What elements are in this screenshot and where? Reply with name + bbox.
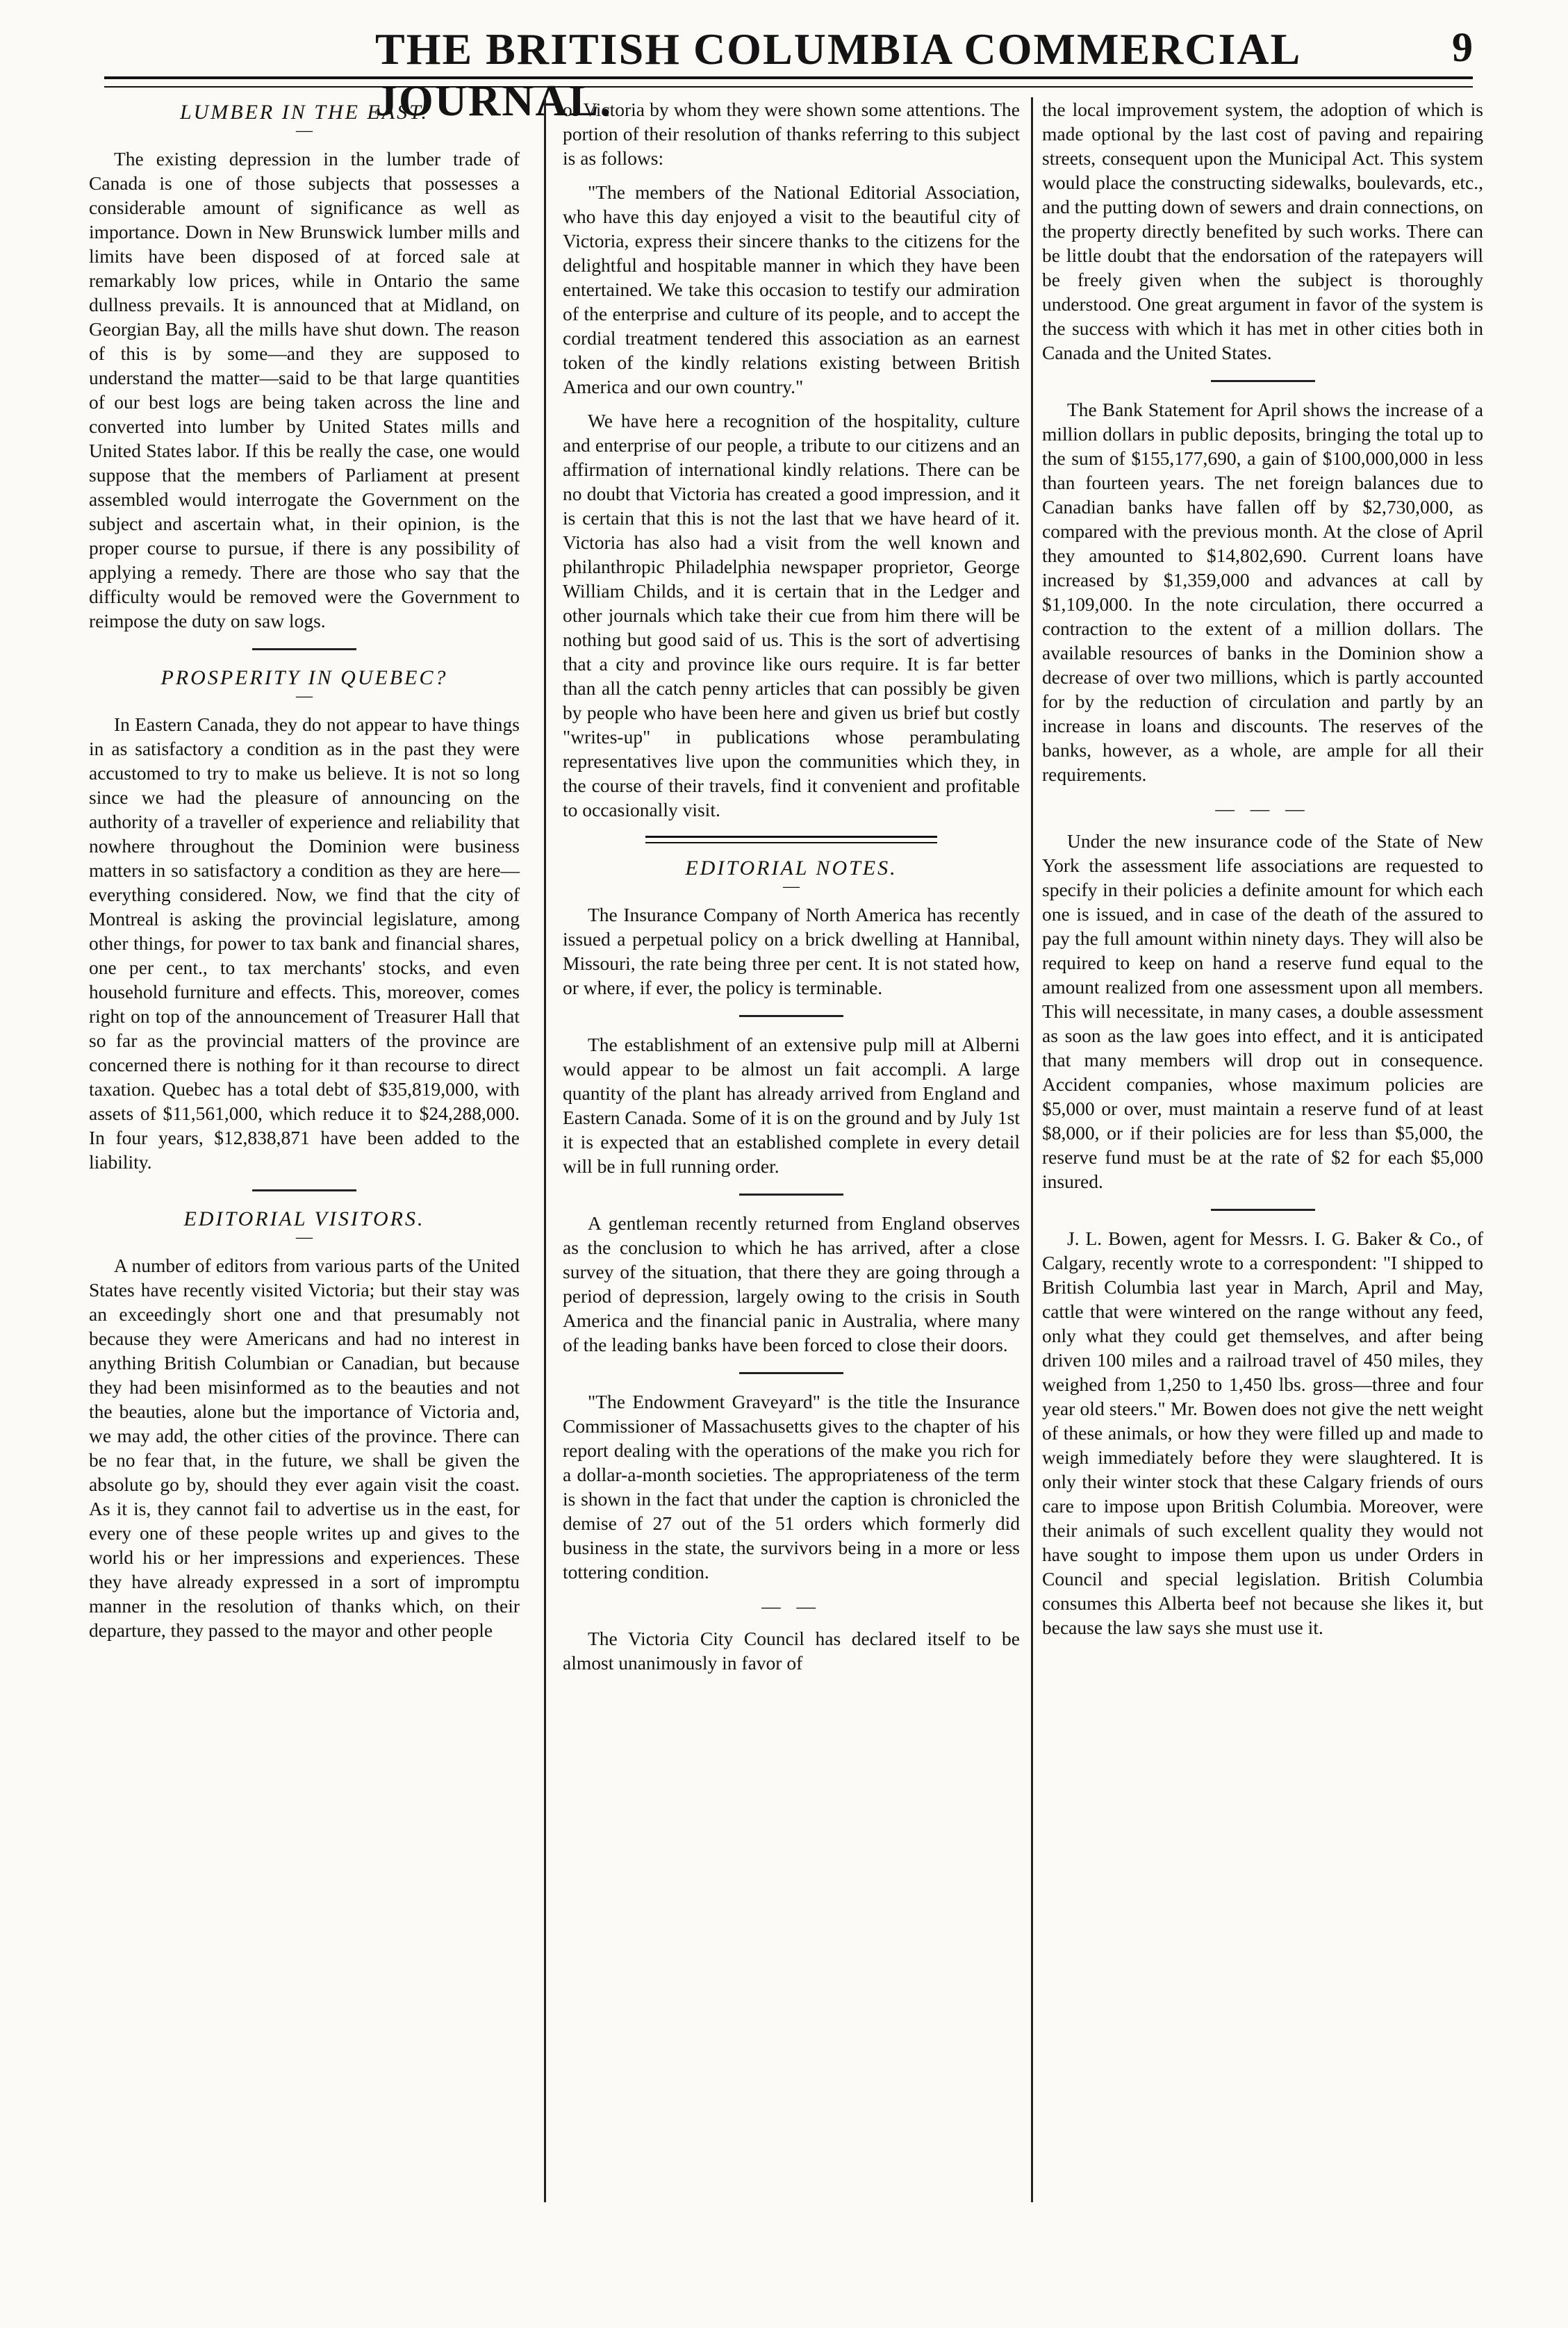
heading-rule [645, 842, 937, 843]
header-rule-thin [104, 86, 1473, 88]
editorial-note: J. L. Bowen, agent for Messrs. I. G. Baker & Co., of Calgary, recently wrote to a correspondent: "I shipped to British Columbia last year in March, April and May, cattle that were wintered on the range without any feed, only what they could get themselves, and after being driven 100 miles and a railroad travel of 450 miles, they weighed from 1,250 to 1,450 lbs. gross—three and four year old steers." Mr. Bowen does not give the nett weight of these animals, or how they were filled up and made to weigh immediately before they were slaughtered. It is only their winter stock that these Calgary friends of ours care to impose upon British Columbia. Moreover, were their animals of such excellent quality they would not have sought to impose them upon us under Orders in Council and special legislation. British Columbia consumes this Alberta beef not because she likes it, but because the law says she must use it. [1042, 1228, 1483, 1638]
heading-dash: — [296, 122, 313, 140]
heading-rule [645, 836, 937, 838]
article-body: We have here a recognition of the hospitality, culture and enterprise of our people, a tribute to our citizens and an affirmation of international kindly relations. There can be no doubt that Victoria has created a good impression, and it is certain that this is not the last that we have heard of it. Victoria has also had a visit from the well known and philanthropic Philadelphia newspaper proprietor, George William Childs, and it is certain that in the Ledger and other journals which take their cue from him there will be nothing but good said of us. This is the sort of advertising that a city and province like ours require. It is far better than all the catch penny articles that can possibly be given by people who have been here and given us brief but costly "writes-up" in publications whose perambulating representatives live upon the communities which they, in the course of their travels, find it convenient and profitable to occasionally visit. [563, 410, 1020, 820]
block-quote: "The members of the National Editorial Association, who have this day enjoyed a visit to the beautiful city of Victoria, express their sincere thanks to the citizens for the delightful and hospitable manner in which they have been entertained. We take this occasion to testify our admiration of the enterprise and culture of its people, and to accept the cordial treatment tendered this association as an earnest token of the kindly relations existing between British America and our own country." [563, 181, 1020, 397]
section-separator [739, 1194, 843, 1196]
section-separator [1211, 380, 1315, 382]
editorial-note: The Bank Statement for April shows the increase of a million dollars in public deposits, bringing the total up to the sum of $155,177,690, a gain of $100,000,000 in less than fourteen years. The net foreign balances due to Canadian banks have fallen off by $2,730,000, as compared with the previous month. At the close of April they amounted to $14,802,690. Current loans have increased by $1,359,000 and advances at call by $1,109,000. In the note circulation, there occurred a contraction to the extent of a million dollars. The available resources of banks in the Dominion show a decrease of over two millions, which is partly accounted for by the reduction of circulation and partly by an increase in loans and discounts. The reserves of the banks, however, as a whole, are ample for all their requirements. [1042, 399, 1483, 785]
editorial-note: A gentleman recently returned from England observes as the conclusion to which he has arrived, after a close survey of the situation, that there they are going through a period of depression, largely owing to the crisis in South America and the financial panic in Australia, where many of the leading banks have been forced to close their doors. [563, 1212, 1020, 1355]
column-1 [89, 97, 520, 1652]
editorial-note: The Insurance Company of North America has recently issued a perpetual policy on a brick dwelling at Hannibal, Missouri, the rate being three per cent. It is not stated how, or where, if ever, the policy is terminable. [563, 904, 1020, 998]
article-body: The existing depression in the lumber trade of Canada is one of those subjects that possesses a considerable amount of significance as well as importance. Down in New Brunswick lumber mills and limits have been disposed of at forced sale at remarkably low prices, while in Ontario the same dullness prevails. It is announced that at Midland, on Georgian Bay, all the mills have shut down. The reason of this is by some—and they are supposed to understand the matter—said to be that large quantities of our best logs are being taken across the line and converted into lumber by United States mills and United States labor. If this be really the case, one would suppose that the members of Parliament at present assembled would interrogate the Government on the subject and ascertain what, in their opinion, is the proper course to pursue, if there is any possibility of applying a remedy. There are those who say that the difficulty would be removed were the Government to reimpose the duty on saw logs. [89, 148, 520, 631]
journal-title: THE BRITISH COLUMBIA COMMERCIAL JOURNAL. [375, 24, 1299, 125]
section-separator [252, 1189, 356, 1191]
section-separator [1211, 1209, 1315, 1211]
article-heading: PROSPERITY IN QUEBEC? [160, 666, 448, 689]
heading-dash: — [296, 1228, 313, 1246]
article-heading: EDITORIAL VISITORS. [183, 1207, 425, 1230]
article-body: In Eastern Canada, they do not appear to have things in as satisfactory a condition as in the past they were accustomed to try to make us believe. It is not so long since we had the pleasure of announcing on the authority of a traveller of experience and reliability that nowhere throughout the Dominion were business matters in so satisfactory a condition as they are here—everything considered. Now, we find that the city of Montreal is asking the provincial legislature, among other things, for power to tax bank and financial shares, one per cent., to tax merchants' stocks, and even household furniture and effects. This, moreover, comes right on top of the announcement of Treasurer Hall that so far as the provincial matters of the province are concerned there is nothing for it than recourse to direct taxation. Quebec has a total debt of $35,819,000, with assets of $11,561,000, which reduce it to $24,288,000. In four years, $12,838,871 have been added to the liability. [89, 713, 520, 1173]
editorial-note: the local improvement system, the adoption of which is made optional by the last cost of paving and repairing streets, consequent upon the Municipal Act. This system would place the constructing sidewalks, boulevards, etc., and the putting down of sewers and drain connections, on the property directly benefited by such works. There can be little doubt that the endorsation of the ratepayers will be freely given when the subject is thoroughly understood. One great argument in favor of the system is the success with which it has met in other cities both in Canada and the United States. [1042, 99, 1483, 363]
section-separator: — — [761, 1595, 821, 1617]
article-body: A number of editors from various parts of the United States have recently visited Victoria; but their stay was an exceedingly short one and that presumably not because they were Americans and had no interest in anything British Columbian or Canadian, but because they had been misinformed as to the beauties and not the beauties, alone but the importance of Victoria and, we may add, the other cities of the province. There can be no fear that, in the future, we shall be given the absolute go by, should they ever again visit the coast. As it is, they cannot fail to advertise us in the east, for every one of these people writes up and gives to the world his or her impressions and experiences. These they have already expressed in a sort of impromptu manner in the resolution of thanks which, on their departure, they passed to the mayor and other people [89, 1255, 520, 1641]
editorial-note: "The Endowment Graveyard" is the title the Insurance Commissioner of Massachusetts gives to the chapter of his report dealing with the operations of the make you rich for a dollar-a-month societies. The appropriateness of the term is shown in the fact that under the caption is chronicled the demise of 27 out of the 51 orders which formerly did business in the state, the survivors being in a more or less tottering condition. [563, 1391, 1020, 1583]
section-heading: EDITORIAL NOTES. [685, 857, 898, 880]
header-rule [104, 76, 1473, 79]
article-body: of Victoria by whom they were shown some attentions. The portion of their resolution of thanks referring to this subject is as follows: [563, 99, 1020, 169]
editorial-note: Under the new insurance code of the State of New York the assessment life associations are requested to specify in their policies a definite amount for which each one is issued, and in case of the death of the assured to pay the full amount within ninety days. They will also be required to keep on hand a reserve fund equal to the amount realized from one assessment upon all members. This will necessitate, in many cases, a double assessment as soon as the law goes into effect, and it is anticipated that many members will drop out in consequence. Accident companies, whose maximum policies are $5,000 or over, must maintain a reserve fund of at least $8,000, or if their policies are for less than $5,000, the reserve fund must be at the rate of $2 for each $5,000 insured. [1042, 830, 1483, 1192]
column-3 [1042, 97, 1483, 1649]
editorial-note: The establishment of an extensive pulp mill at Alberni would appear to be almost un fait accompli. A large quantity of the plant has already arrived from England and Eastern Canada. Some of it is on the ground and by July 1st it is expected that an established complete in every detail will be in full running order. [563, 1034, 1020, 1177]
section-separator: — — — [1215, 798, 1310, 819]
section-separator [739, 1015, 843, 1017]
heading-dash: — [296, 687, 313, 705]
section-separator [252, 648, 356, 650]
column-2 [563, 97, 1020, 1685]
editorial-note: The Victoria City Council has declared itself to be almost unanimously in favor of [563, 1628, 1020, 1674]
column-divider [544, 97, 546, 2202]
section-separator [739, 1372, 843, 1374]
article-heading: LUMBER IN THE EAST. [179, 101, 429, 124]
page-number: 9 [1452, 24, 1473, 70]
heading-dash: — [783, 877, 800, 895]
column-divider [1031, 97, 1033, 2202]
